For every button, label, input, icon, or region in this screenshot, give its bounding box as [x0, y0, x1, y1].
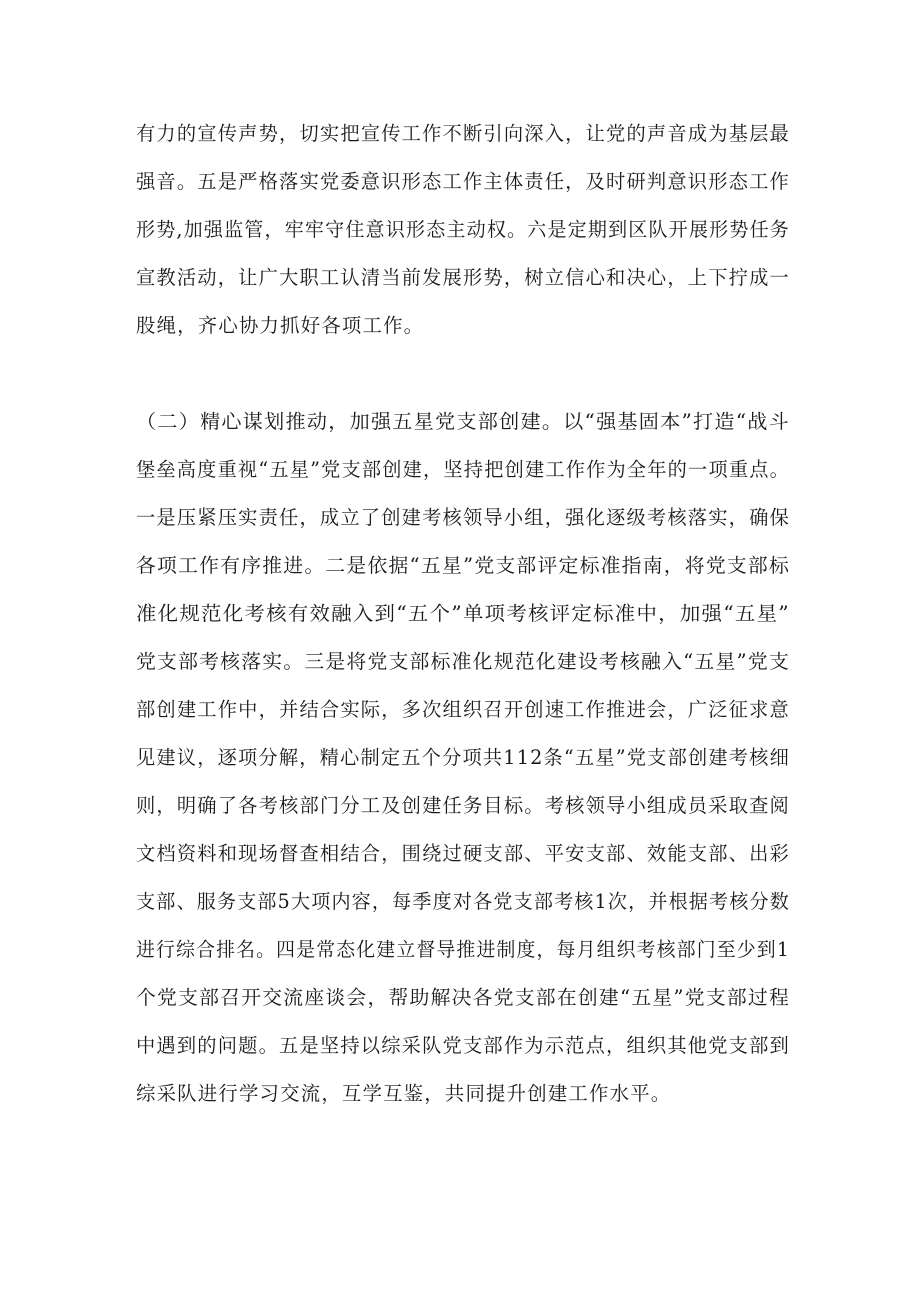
text-line: 强音。五是严格落实党委意识形态工作主体责任，及时研判意识形态工作 — [136, 170, 790, 193]
text-line: 一是压紧压实责任，成立了创建考核领导小组，强化逐级考核落实，确保 — [136, 506, 790, 529]
text-line: 中遇到的问题。五是坚持以综采队党支部作为示范点，组织其他党支部到 — [136, 1034, 790, 1057]
text-line: 形势,加强监管，牢牢守住意识形态主动权。六是定期到区队开展形势任务 — [136, 218, 790, 241]
text-line: 综采队进行学习交流，互学互鉴，共同提升创建工作水平。 — [136, 1082, 672, 1105]
text-line: 准化规范化考核有效融入到“五个”单项考核评定标准中，加强“五星” — [136, 602, 790, 625]
text-line: 文档资料和现场督查相结合，围绕过硬支部、平安支部、效能支部、出彩 — [136, 842, 790, 865]
text-line: （二）精心谋划推动，加强五星党支部创建。以“强基固本”打造“战斗 — [136, 410, 791, 433]
text-line: 进行综合排名。四是常态化建立督导推进制度，每月组织考核部门至少到1 — [136, 938, 790, 961]
text-line: 宣教活动，让广大职工认清当前发展形势，树立信心和决心，上下拧成一 — [136, 266, 790, 289]
text-line: 则，明确了各考核部门分工及创建任务目标。考核领导小组成员采取查阅 — [136, 794, 790, 817]
text-line: 股绳，齐心协力抓好各项工作。 — [136, 314, 425, 337]
text-line: 有力的宣传声势，切实把宣传工作不断引向深入，让党的声音成为基层最 — [136, 122, 790, 145]
text-line: 部创建工作中，并结合实际，多次组织召开创速工作推进会，广泛征求意 — [136, 698, 790, 721]
text-line: 支部、服务支部5大项内容，每季度对各党支部考核1次，并根据考核分数 — [136, 890, 790, 913]
text-line: 见建议，逐项分解，精心制定五个分项共112条“五星”党支部创建考核细 — [136, 746, 790, 769]
text-line: 党支部考核落实。三是将党支部标准化规范化建设考核融入“五星”党支 — [136, 650, 790, 673]
text-line: 个党支部召开交流座谈会，帮助解决各党支部在创建“五星”党支部过程 — [136, 986, 790, 1009]
text-line: 堡垒高度重视“五星”党支部创建，坚持把创建工作作为全年的一项重点。 — [136, 458, 790, 481]
text-line: 各项工作有序推进。二是依据“五星”党支部评定标准指南，将党支部标 — [136, 554, 790, 577]
